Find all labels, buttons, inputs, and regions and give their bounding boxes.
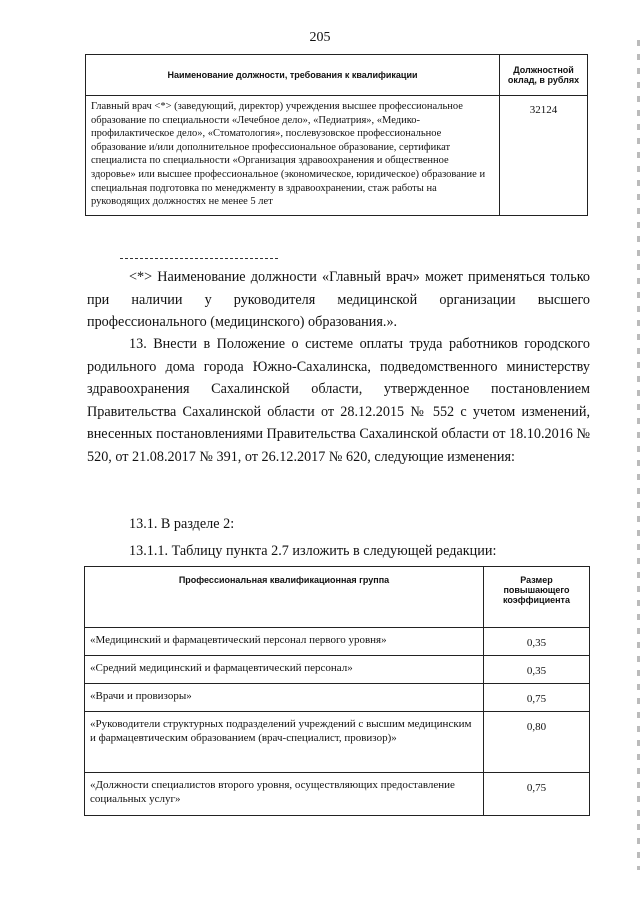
group-cell: «Врачи и провизоры»: [85, 684, 484, 712]
page-number: 205: [309, 30, 331, 45]
table-row: [85, 773, 590, 816]
table-header-row: [86, 55, 588, 96]
table-row: [85, 684, 590, 712]
footnote-separator: [120, 258, 278, 259]
coefficient-cell: 0,80: [484, 712, 590, 773]
table-row: [86, 96, 588, 216]
paragraph-13-1-1: 13.1.1. Таблицу пункта 2.7 изложить в следующей редакции:: [129, 543, 497, 559]
column-header-salary: Должностной оклад, в рублях: [500, 55, 588, 96]
group-cell: «Должности специалистов второго уровня, осуществляющих предоставление социальных услуг»: [85, 773, 484, 816]
group-cell: «Руководители структурных подразделений учреждений с высшим медицинским и фармацевтическим образованием (врач-специалист, провизор)»: [85, 712, 484, 773]
salary-table: [85, 54, 588, 216]
paragraph-13: 13. Внести в Положение о системе оплаты труда работников городского родильного дома города Южно-Сахалинска, подведомственного министерству здравоохранения Сахалинской области, утвержденное постановлением Правительства Сахалинской области от 28.12.2015 № 552 с учетом изменений, внесенных постановлениями Правительства Сахалинской области от 18.10.2016 № 520, от 21.08.2017 № 391, от 26.12.2017 № 620, следующие изменения:: [87, 336, 590, 465]
salary-cell: 32124: [500, 96, 588, 216]
coefficient-cell: 0,75: [484, 773, 590, 816]
group-cell: «Медицинский и фармацевтический персонал первого уровня»: [85, 628, 484, 656]
table-row: [85, 628, 590, 656]
paragraph-13-1: 13.1. В разделе 2:: [129, 516, 235, 532]
coefficient-cell: 0,35: [484, 628, 590, 656]
footnote-text: <*> Наименование должности «Главный врач» может применяться только при наличии у руководителя медицинской организации высшего профессионального (медицинского) образования.».: [87, 269, 590, 331]
table-row: [85, 712, 590, 773]
group-cell: «Средний медицинский и фармацевтический персонал»: [85, 656, 484, 684]
coefficient-cell: 0,35: [484, 656, 590, 684]
column-header-group: Профессиональная квалификационная группа: [85, 567, 484, 628]
column-header-coefficient: Размер повышающего коэффициента: [484, 567, 590, 628]
table-row: [85, 656, 590, 684]
coefficient-table: [84, 566, 590, 816]
coefficient-cell: 0,75: [484, 684, 590, 712]
position-requirements-cell: Главный врач <*> (заведующий, директор) учреждения высшее профессиональное образование по специальности «Лечебное дело», «Педиатрия», «Медико-профилактическое дело», «Стоматология», послевузовское профессиональное образование и/или дополнительное профессиональное образование, сертификат специалиста по специальности «Организация здравоохранения и общественное здоровье» или высшее профессиональное (экономическое, юридическое) образование и специальная подготовка по менеджменту в здравоохранении, стаж работы на руководящих должностях не менее 5 лет: [86, 96, 500, 216]
table-header-row: [85, 567, 590, 628]
column-header-position: Наименование должности, требования к квалификации: [86, 55, 500, 96]
